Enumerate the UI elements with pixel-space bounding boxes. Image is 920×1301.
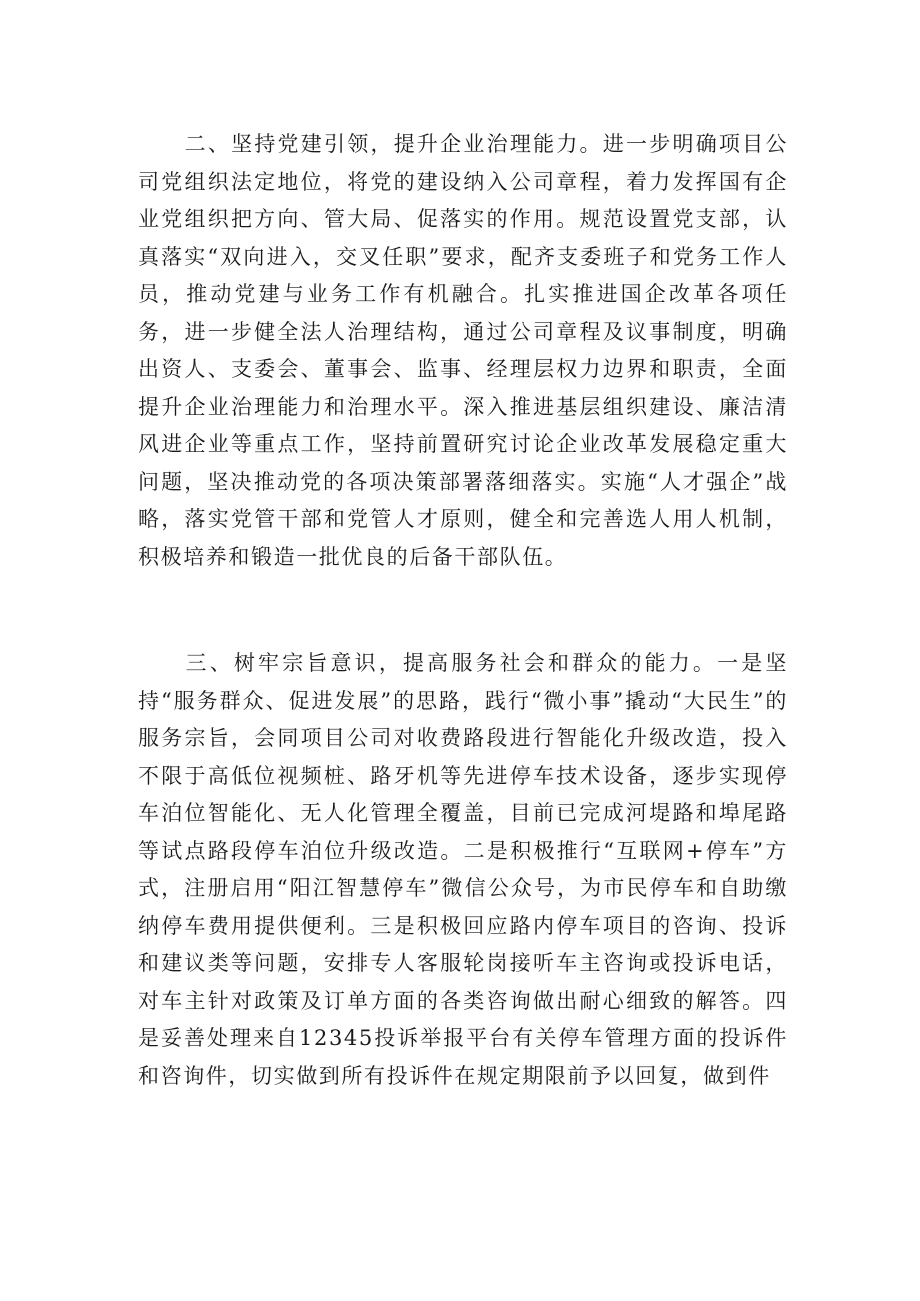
paragraph-party-building [138, 126, 788, 576]
paragraph-text: 二、坚持党建引领，提升企业治理能力。进一步明确项目公司党组织法定地位，将党的建设纳入公司章程，着力发挥国有企业党组织把方向、管大局、促落实的作用。规范设置党支部，认真落实“双向进入，交叉任职”要求，配齐支委班子和党务工作人员，推动党建与业务工作有机融合。扎实推进国企改革各项任务，进一步健全法人治理结构，通过公司章程及议事制度，明确出资人、支委会、董事会、监事、经理层权力边界和职责，全面提升企业治理能力和治理水平。深入推进基层组织建设、廉洁清风进企业等重点工作，坚持前置研究讨论企业改革发展稳定重大问题，坚决推动党的各项决策部署落细落实。实施“人才强企”战略，落实党管干部和党管人才原则，健全和完善选人用人机制，积极培养和锻造一批优良的后备干部队伍。 [138, 132, 788, 569]
paragraph-service-awareness [138, 645, 788, 1095]
paragraph-text: 三、树牢宗旨意识，提高服务社会和群众的能力。一是坚持“服务群众、促进发展”的思路，践行“微小事”撬动“大民生”的服务宗旨，会同项目公司对收费路段进行智能化升级改造，投入不限于高低位视频桩、路牙机等先进停车技术设备，逐步实现停车泊位智能化、无人化管理全覆盖，目前已完成河堤路和埠尾路等试点路段停车泊位升级改造。二是积极推行“互联网+停车”方式，注册启用“阳江智慧停车”微信公众号，为市民停车和自助缴纳停车费用提供便利。三是积极回应路内停车项目的咨询、投诉和建议类等问题，安排专人客服轮岗接听车主咨询或投诉电话，对车主针对政策及订单方面的各类咨询做出耐心细致的解答。四是妥善处理来自12345投诉举报平台有关停车管理方面的投诉件和咨询件，切实做到所有投诉件在规定期限前予以回复，做到件 [138, 651, 788, 1088]
